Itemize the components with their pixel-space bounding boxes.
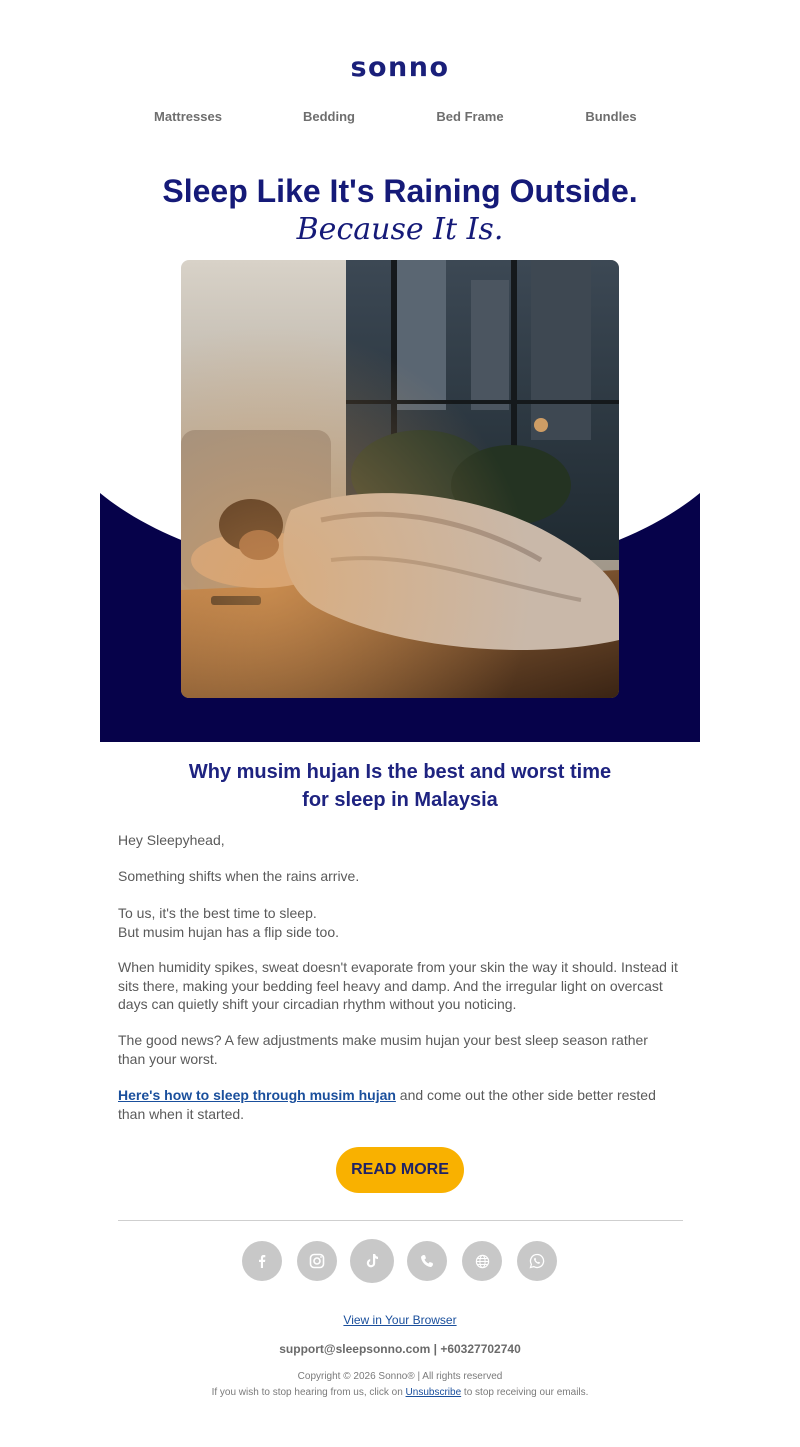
paragraph-4: The good news? A few adjustments make musim hujan your best sleep season rather than your worst.	[118, 1032, 648, 1067]
instagram-icon[interactable]	[297, 1241, 337, 1281]
tiktok-icon[interactable]	[350, 1239, 394, 1283]
view-in-browser-link[interactable]: View in Your Browser	[343, 1313, 457, 1327]
paragraph-2-line1: To us, it's the best time to sleep.	[118, 905, 317, 921]
nav-item-mattresses[interactable]: Mattresses	[154, 109, 222, 124]
facebook-icon[interactable]	[242, 1241, 282, 1281]
hero-banner	[100, 148, 700, 742]
nav-item-bundles[interactable]: Bundles	[585, 109, 637, 124]
read-more-button[interactable]: READ MORE	[336, 1147, 464, 1193]
hero-subtitle: Because It Is.	[296, 212, 504, 247]
article-title-line1: Why musim hujan Is the best and worst time	[188, 761, 612, 783]
greeting-text: Hey Sleepyhead,	[118, 832, 225, 848]
hero-image[interactable]	[181, 260, 619, 698]
contact-info: support@sleepsonno.com | +60327702740	[279, 1342, 521, 1356]
copyright-text: Copyright © 2026 Sonno® | All rights reserved	[297, 1371, 503, 1382]
brand-logo[interactable]: sonno	[350, 52, 450, 83]
paragraph-2-line2: But musim hujan has a flip side too.	[118, 923, 340, 940]
nav-item-bedding[interactable]: Bedding	[303, 109, 355, 124]
whatsapp-icon[interactable]	[517, 1241, 557, 1281]
unsubscribe-link[interactable]: Unsubscribe	[405, 1387, 462, 1398]
view-in-browser	[0, 1313, 800, 1327]
nav-item-bed-frame[interactable]: Bed Frame	[436, 109, 504, 124]
paragraph-1: Something shifts when the rains arrive.	[118, 868, 360, 884]
footer-divider	[118, 1220, 683, 1221]
paragraph-5-rest: and come out the other side better rested than when it started.	[118, 1087, 656, 1122]
paragraph-2	[118, 904, 688, 941]
paragraph-3: When humidity spikes, sweat doesn't evaporate from your skin the way it should. Instead it sits there, making your bedding feel heavy and damp. And the irregular light on overcast days can quietly shift your circadian rhythm without you noticing.	[118, 959, 678, 1012]
article-title	[150, 758, 650, 814]
unsubscribe-notice	[0, 1387, 800, 1398]
unsubscribe-suffix: to stop receiving our emails.	[461, 1387, 589, 1398]
unsubscribe-prefix: If you wish to stop hearing from us, click on	[211, 1387, 406, 1398]
hero-title: Sleep Like It's Raining Outside.	[162, 173, 638, 209]
phone-icon[interactable]	[407, 1241, 447, 1281]
article-title-line2: for sleep in Malaysia	[302, 789, 498, 811]
globe-icon[interactable]	[462, 1241, 502, 1281]
paragraph-5	[118, 1086, 678, 1123]
sleep-guide-link[interactable]: Here's how to sleep through musim hujan	[118, 1087, 396, 1103]
